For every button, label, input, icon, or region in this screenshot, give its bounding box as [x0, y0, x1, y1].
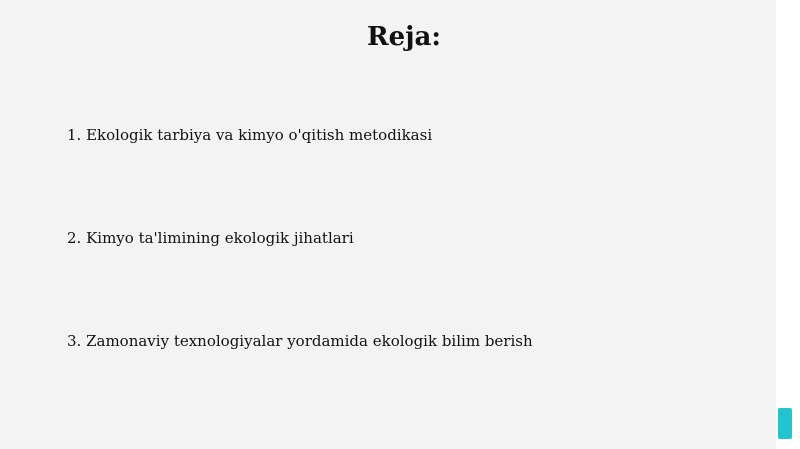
plan-item-3: 3. Zamonaviy texnologiyalar yordamida ekologik bilim berish: [67, 332, 533, 350]
plan-item-1: 1. Ekologik tarbiya va kimyo o'qitish metodikasi: [67, 126, 433, 144]
slide-title: Reja:: [366, 22, 441, 52]
scrollbar-thumb[interactable]: [778, 408, 792, 439]
scrollbar-track[interactable]: [776, 0, 800, 449]
plan-item-2: 2. Kimyo ta'limining ekologik jihatlari: [67, 229, 354, 247]
